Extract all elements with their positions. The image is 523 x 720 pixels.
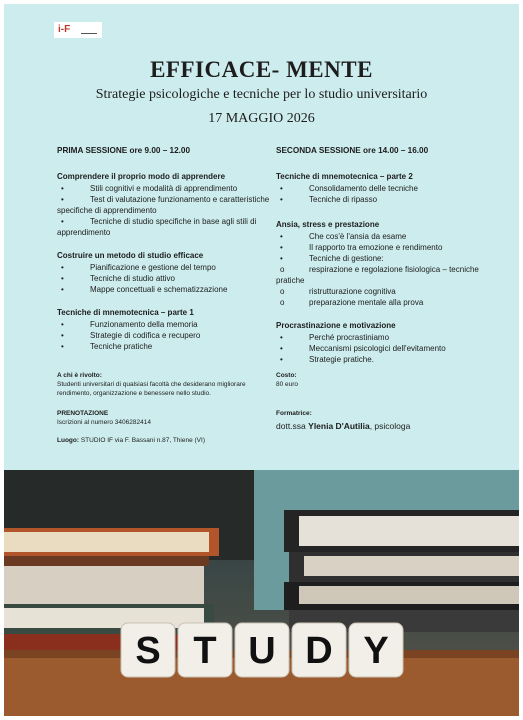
poster (4, 4, 519, 716)
cost-label: Costo: (276, 372, 297, 379)
circle-bullet-icon: o (280, 287, 285, 296)
list-item: • Consolidamento delle tecniche (280, 184, 418, 193)
bullet-icon: • (61, 217, 64, 226)
trainer-label: Formatrice: (276, 410, 312, 417)
list-item: • Meccanismi psicologici dell'evitamento (280, 344, 446, 353)
bullet-icon: • (61, 184, 64, 193)
booking-block (57, 409, 267, 427)
list-item: o preparazione mentale alla prova (280, 298, 424, 307)
section-anxiety (276, 219, 491, 308)
poster-subtitle: Strategie psicologiche e tecniche per lo studio universitario (95, 87, 428, 102)
list-item: • Funzionamento della memoria (61, 320, 198, 329)
list-item: • Tecniche pratiche (61, 342, 153, 351)
trainer-suffix: , psicologa (369, 421, 411, 431)
die-letter: Y (363, 630, 389, 672)
studio-logo (54, 22, 102, 38)
list-item: • Tecniche di studio attivo (61, 274, 175, 283)
section-title: Tecniche di mnemotecnica – parte 1 (57, 308, 194, 317)
bullet-icon: • (61, 342, 64, 351)
trainer-block (276, 409, 496, 432)
circle-bullet-icon: o (280, 298, 285, 307)
bullet-icon: • (280, 333, 283, 342)
bullet-icon: • (280, 344, 283, 353)
event-date: 17 MAGGIO 2026 (208, 111, 315, 126)
list-item: • Tecniche di studio specifiche in base agli stili di apprendimento (57, 217, 257, 237)
cost-value: 80 euro (276, 381, 299, 388)
study-illustration (4, 470, 519, 716)
list-item: • Tecniche di gestione: (280, 254, 384, 263)
logo-underline (81, 33, 97, 34)
list-item: o ristrutturazione cognitiva (280, 287, 396, 296)
section-title: Tecniche di mnemotecnica – parte 2 (276, 172, 413, 181)
section-mnemonics-2 (276, 171, 491, 205)
section-title: Procrastinazione e motivazione (276, 321, 396, 330)
list-item: • Pianificazione e gestione del tempo (61, 263, 216, 272)
section-learning-style (57, 171, 279, 238)
section-procrastination (276, 320, 491, 365)
list-item: • Perché procrastiniamo (280, 333, 390, 342)
list-item: o respirazione e regolazione fisiologica – tecniche pratiche (276, 265, 479, 285)
bullet-icon: • (61, 285, 64, 294)
booking-label: PRENOTAZIONE (57, 410, 109, 417)
circle-bullet-icon: o (280, 265, 285, 274)
cost-block (276, 371, 396, 389)
audience-label: A chi è rivolto: (57, 372, 102, 379)
die-letter: T (193, 630, 217, 672)
list-item: • Che cos'è l'ansia da esame (280, 232, 407, 241)
die-letter: S (135, 630, 161, 672)
section-study-method (57, 250, 279, 295)
list-item: • Strategie di codifica e recupero (61, 331, 201, 340)
bullet-icon: • (61, 263, 64, 272)
section-title: Comprendere il proprio modo di apprendere (57, 172, 226, 181)
right-book-stack (284, 510, 519, 632)
study-photo (4, 470, 519, 716)
bullet-icon: • (61, 195, 64, 204)
poster-title: EFFICACE- MENTE (150, 57, 373, 82)
list-item: • Mappe concettuali e schematizzazione (61, 285, 228, 294)
place-label: Luogo: (57, 437, 80, 444)
booking-text: Iscrizioni al numero 3406282414 (57, 419, 151, 426)
first-session-column (57, 145, 279, 361)
section-title: Costruire un metodo di studio efficace (57, 251, 204, 260)
second-session-heading: SECONDA SESSIONE ore 14.00 – 16.00 (276, 146, 429, 155)
list-item: • Tecniche di ripasso (280, 195, 378, 204)
second-session-column (276, 145, 491, 374)
audience-text: Studenti universitari di qualsiasi facoltà che desiderano migliorare rendimento, organizzazione e benessere nello studio. (57, 381, 246, 397)
bullet-icon: • (280, 232, 283, 241)
bullet-icon: • (280, 184, 283, 193)
list-item: • Stili cognitivi e modalità di apprendimento (61, 184, 238, 193)
place-text: STUDIO IF via F. Bassani n.87, Thiene (VI) (80, 437, 205, 444)
first-session-heading: PRIMA SESSIONE ore 9.00 – 12.00 (57, 146, 191, 155)
study-dice (121, 623, 403, 677)
bullet-icon: • (61, 331, 64, 340)
bullet-icon: • (280, 355, 283, 364)
list-item: • Il rapporto tra emozione e rendimento (280, 243, 443, 252)
trainer-name: Ylenia D'Autilia (308, 421, 370, 431)
bullet-icon: • (280, 195, 283, 204)
section-mnemonics-1 (57, 307, 279, 352)
bullet-icon: • (280, 254, 283, 263)
place-block (57, 436, 287, 445)
audience-block (57, 371, 267, 398)
bullet-icon: • (61, 274, 64, 283)
die-letter: D (305, 630, 333, 672)
logo-text: i-F (58, 24, 71, 35)
list-item: • Test di valutazione funzionamento e caratteristiche specifiche di apprendimento (57, 195, 270, 215)
trainer-prefix: dott.ssa (276, 421, 306, 431)
section-title: Ansia, stress e prestazione (276, 220, 380, 229)
die-letter: U (248, 630, 276, 672)
bullet-icon: • (61, 320, 64, 329)
list-item: • Strategie pratiche. (280, 355, 374, 364)
bullet-icon: • (280, 243, 283, 252)
